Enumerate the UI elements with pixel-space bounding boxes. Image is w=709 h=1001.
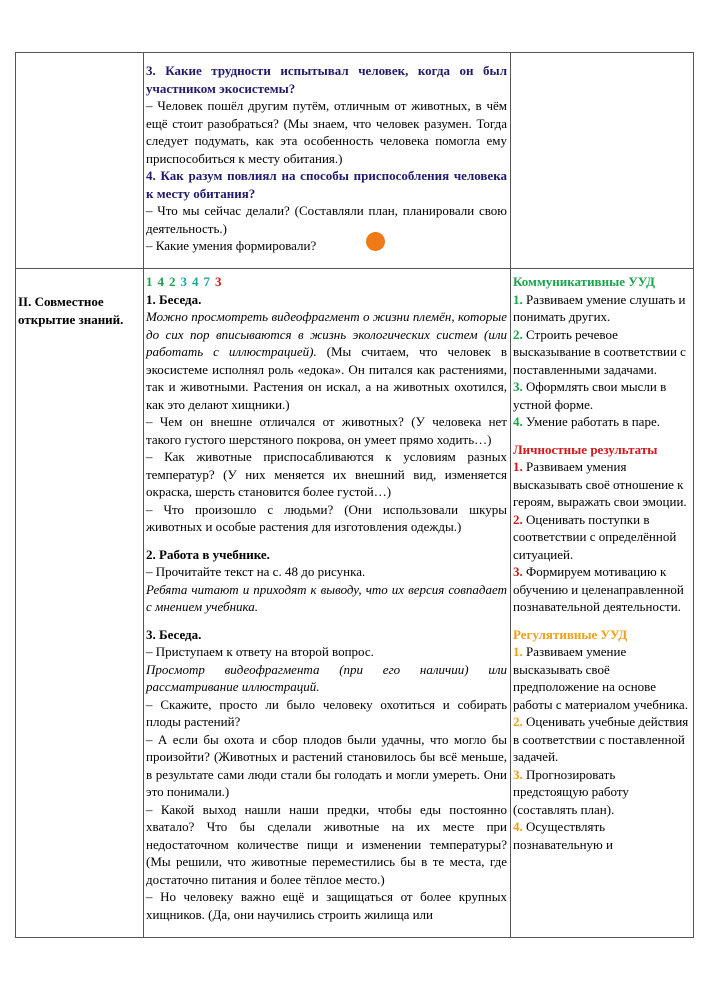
section-1-q1: – Чем он внешне отличался от животных? (У человека нет такого густого шерстяного покрова, он умеет прямо ходить…) (146, 414, 507, 447)
column-divider (510, 52, 511, 938)
question-4-text: – Что мы сейчас делали? (Составляли план, планировали свою деятельность.) (146, 203, 507, 236)
question-4-text-2: – Какие умения формировали? (146, 238, 317, 253)
comm-uud-list (513, 291, 691, 431)
reg-uud-item (513, 818, 691, 853)
column-divider (143, 52, 144, 938)
reg-uud-item-number: 1. (513, 644, 523, 659)
task-number: 4 (157, 274, 164, 289)
reg-uud-item (513, 766, 691, 819)
orange-dot-icon (366, 232, 385, 251)
comm-uud-item-number: 4. (513, 414, 523, 429)
reg-uud-list (513, 643, 691, 853)
comm-uud-item-text: Умение работать в паре. (522, 414, 660, 429)
section-2-text: – Прочитайте текст на с. 48 до рисунка. (146, 564, 366, 579)
comm-uud-title: Коммуникативные УУД (513, 274, 655, 289)
task-number: 3 (180, 274, 187, 289)
comm-uud-item-number: 3. (513, 379, 523, 394)
comm-uud-item-number: 2. (513, 326, 523, 342)
stage-cell (18, 293, 140, 328)
comm-uud-item-text: Строить речевое высказывание в соответствии с поставленными задачами. (513, 326, 686, 377)
task-number: 1 (146, 274, 153, 289)
personal-result-item-text: Формируем мотивацию к обучению и целенаправленной познавательной деятельности. (513, 564, 684, 614)
personal-result-item (513, 511, 691, 564)
section-3-text: – Приступаем к ответу на второй вопрос. (146, 644, 374, 659)
stage-title: II. Совместное открытие знаний. (18, 294, 124, 327)
reg-uud-item-text: Осуществлять познавательную и (513, 819, 613, 852)
task-numbers (146, 273, 507, 291)
row1-content (146, 62, 507, 255)
task-number: 2 (169, 274, 176, 289)
reg-uud-title: Регулятивные УУД (513, 626, 628, 642)
personal-results-title: Личностные результаты (513, 441, 658, 457)
personal-result-item-text: Развиваем умения высказывать своё отношение к героям, выражать свои эмоции. (513, 459, 687, 509)
personal-result-item-number: 3. (513, 564, 523, 579)
comm-uud-item (513, 413, 691, 431)
reg-uud-item-number: 4. (513, 819, 523, 834)
section-1-title: 1. Беседа. (146, 291, 202, 307)
reg-uud-item-number: 2. (513, 714, 523, 729)
reg-uud-item-text: Прогнозировать предстоящую работу (составлять план). (513, 766, 629, 817)
reg-uud-item (513, 643, 691, 713)
section-3-q4: – Но человеку важно ещё и защищаться от более крупных хищников. (Да, они научились строить жилища или (146, 889, 507, 922)
section-3-title: 3. Беседа. (146, 626, 202, 642)
personal-result-item-number: 2. (513, 511, 523, 527)
personal-result-item-number: 1. (513, 459, 523, 474)
question-3-text: – Человек пошёл другим путём, отличным от животных, в чём ещё стоит разобраться? (Мы знаем, что человек разумен. Тогда следует подумать, как эта особенность человека помогла ему приспособиться к месту обитания.) (146, 98, 507, 166)
reg-uud-item-text: Оценивать учебные действия в соответствии с поставленной задачей. (513, 714, 689, 764)
task-number: 3 (215, 274, 222, 289)
reg-uud-item-number: 3. (513, 766, 523, 782)
reg-uud-item (513, 713, 691, 766)
section-2-title: 2. Работа в учебнике. (146, 546, 270, 562)
section-3-q1: – Скажите, просто ли было человеку охотиться и собирать плоды растений? (146, 696, 507, 729)
section-3-italic: Просмотр видеофрагмента (при его наличии) или рассматривание иллюстраций. (146, 661, 507, 694)
section-1-q3: – Что произошло с людьми? (Они использовали шкуры животных и особые растения для изготовления одежды.) (146, 501, 507, 534)
comm-uud-item (513, 326, 691, 379)
task-number: 4 (192, 274, 199, 289)
comm-uud-item-number: 1. (513, 291, 523, 307)
question-3-title: 3. Какие трудности испытывал человек, когда он был участником экосистемы? (146, 63, 507, 96)
personal-results-list (513, 458, 691, 616)
row-divider (15, 268, 694, 269)
reg-uud-item-text: Развиваем умение высказывать своё предположение на основе работы с материалом учебника. (513, 644, 688, 712)
comm-uud-item-text: Развиваем умение слушать и понимать других. (513, 291, 686, 324)
comm-uud-item (513, 291, 691, 326)
question-4-title: 4. Как разум повлиял на способы приспособления человека к месту обитания? (146, 168, 507, 201)
personal-result-item-text: Оценивать поступки в соответствии с определённой ситуацией. (513, 511, 677, 562)
comm-uud-item (513, 378, 691, 413)
personal-result-item (513, 458, 691, 511)
section-3-q3: – Какой выход нашли наши предки, чтобы еды постоянно хватало? Что бы сделали животные на их месте при недостаточном количестве пищи и изменении температуры? (Мы решили, что животные переместились бы в те места, где достаточно питания и более тёплое место.) (146, 801, 507, 887)
section-2-italic: Ребята читают и приходят к выводу, что их версия совпадает с мнением учебника. (146, 581, 507, 614)
task-number: 7 (203, 274, 210, 289)
uud-cell (513, 273, 691, 853)
personal-result-item (513, 563, 691, 616)
section-1-text: (Мы считаем, что человек в экосистеме исполнял роль «едока». Он питался как растениями, так и животными. Растения он искал, а на животных охотился, как это делают хищники.) (146, 344, 507, 412)
comm-uud-item-text: Оформлять свои мысли в устной форме. (513, 379, 667, 412)
section-3-q2: – А если бы охота и сбор плодов были удачны, что могло бы произойти? (Животных и растений становилось бы всё меньше, в результате сами люди стали бы голодать и могли умереть. Они это понимали.) (146, 731, 507, 799)
row2-content (146, 273, 507, 923)
section-1-q2: – Как животные приспосабливаются к условиям разных температур? (У них меняется их внешний вид, изменяется окраска, шерсть становится более густой…) (146, 449, 507, 499)
section-1-italic: Можно просмотреть видеофрагмент о жизни племён, которые до сих пор вписываются в жизнь экологических систем (или работать с иллюстрацией). (146, 309, 507, 359)
